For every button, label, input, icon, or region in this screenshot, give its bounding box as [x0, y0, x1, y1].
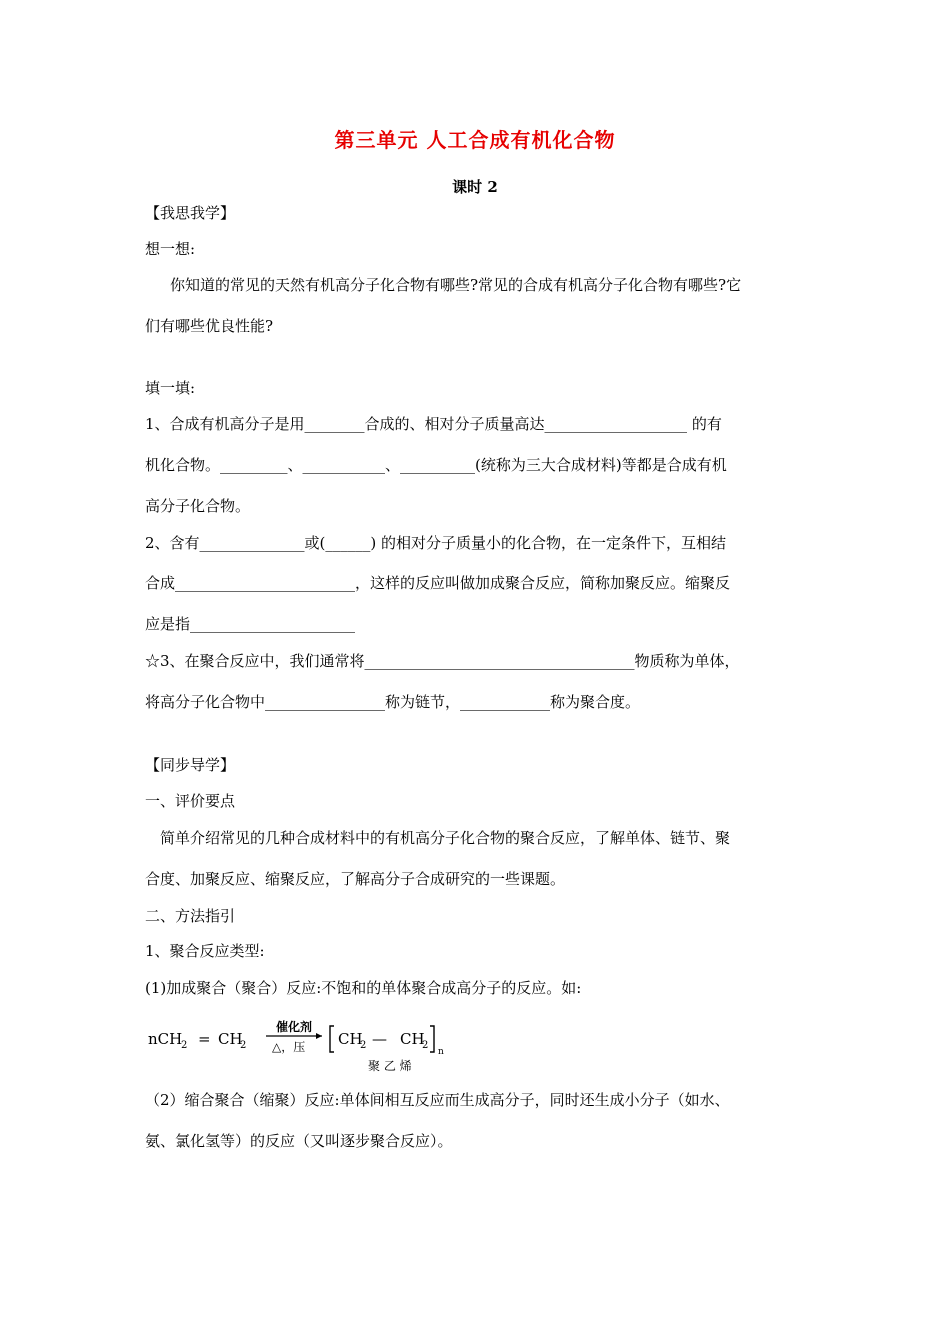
eq-dash: — [372, 1030, 387, 1048]
page-subtitle: 课时 2 [452, 178, 498, 196]
question-line: 机化合物。_________、___________、__________(统称为三大合成材料)等都是合成有机 [145, 456, 727, 474]
subheading: 二、方法指引 [145, 907, 236, 925]
question-line: 2、含有______________或(______) 的相对分子质量小的化合物，在一定条件下，互相结 [145, 534, 727, 552]
subheading: 1、聚合反应类型: [145, 942, 265, 960]
eq-reactant: nCH [148, 1030, 183, 1048]
section-heading-tongbu: 【同步导学】 [145, 756, 236, 774]
paragraph-line: (1)加成聚合（聚合）反应:不饱和的单体聚合成高分子的反应。如: [145, 979, 582, 997]
page-title: 第三单元 人工合成有机化合物 [334, 128, 616, 152]
eq-product-b: CH [400, 1030, 425, 1048]
think-label: 想一想: [145, 240, 196, 258]
eq-product-b-sub: 2 [422, 1040, 429, 1051]
eq-product-name: 聚 乙 烯 [368, 1059, 412, 1073]
eq-product-a: CH [338, 1030, 363, 1048]
eq-reactant-sub: 2 [181, 1040, 188, 1051]
eq-right-bracket-icon [430, 1026, 434, 1052]
question-line: 1、合成有机高分子是用________合成的、相对分子质量高达___________________ 的有 [145, 415, 722, 433]
paragraph-line: （2）缩合聚合（缩聚）反应:单体间相互反应而生成高分子，同时还生成小分子（如水、 [145, 1091, 730, 1109]
question-line: 合成________________________，这样的反应叫做加成聚合反应，简称加聚反应。缩聚反 [145, 574, 731, 592]
paragraph-line: 你知道的常见的天然有机高分子化合物有哪些?常见的合成有机高分子化合物有哪些?它 [170, 276, 742, 294]
eq-left-bracket-icon [330, 1026, 334, 1052]
question-line: 高分子化合物。 [145, 497, 251, 515]
polymerization-equation [148, 1016, 468, 1076]
eq-product-a-sub: 2 [360, 1040, 367, 1051]
question-line: ☆3、在聚合反应中，我们通常将____________________________________物质称为单体， [145, 652, 740, 670]
eq-product-n: n [438, 1047, 444, 1057]
paragraph-line: 合度、加聚反应、缩聚反应，了解高分子合成研究的一些课题。 [145, 870, 566, 888]
eq-catalyst: 催化剂 [276, 1020, 313, 1034]
paragraph-line: 简单介绍常见的几种合成材料中的有机高分子化合物的聚合反应，了解单体、链节、聚 [160, 829, 731, 847]
question-line: 将高分子化合物中________________称为链节，____________称为聚合度。 [145, 693, 641, 711]
eq-arrow-head-icon [316, 1033, 322, 1039]
paragraph-line: 们有哪些优良性能? [145, 317, 274, 335]
eq-equal-sign: = [198, 1030, 211, 1048]
eq-reactant2-sub: 2 [240, 1040, 247, 1051]
section-heading-wosi: 【我思我学】 [145, 204, 236, 222]
eq-reactant2: CH [218, 1030, 243, 1048]
paragraph-line: 氨、氯化氢等）的反应（又叫逐步聚合反应）。 [145, 1132, 453, 1150]
fill-label: 填一填: [145, 379, 196, 397]
question-line: 应是指______________________ [145, 615, 356, 633]
eq-condition: △，压 [272, 1040, 306, 1054]
subheading: 一、评价要点 [145, 792, 236, 810]
